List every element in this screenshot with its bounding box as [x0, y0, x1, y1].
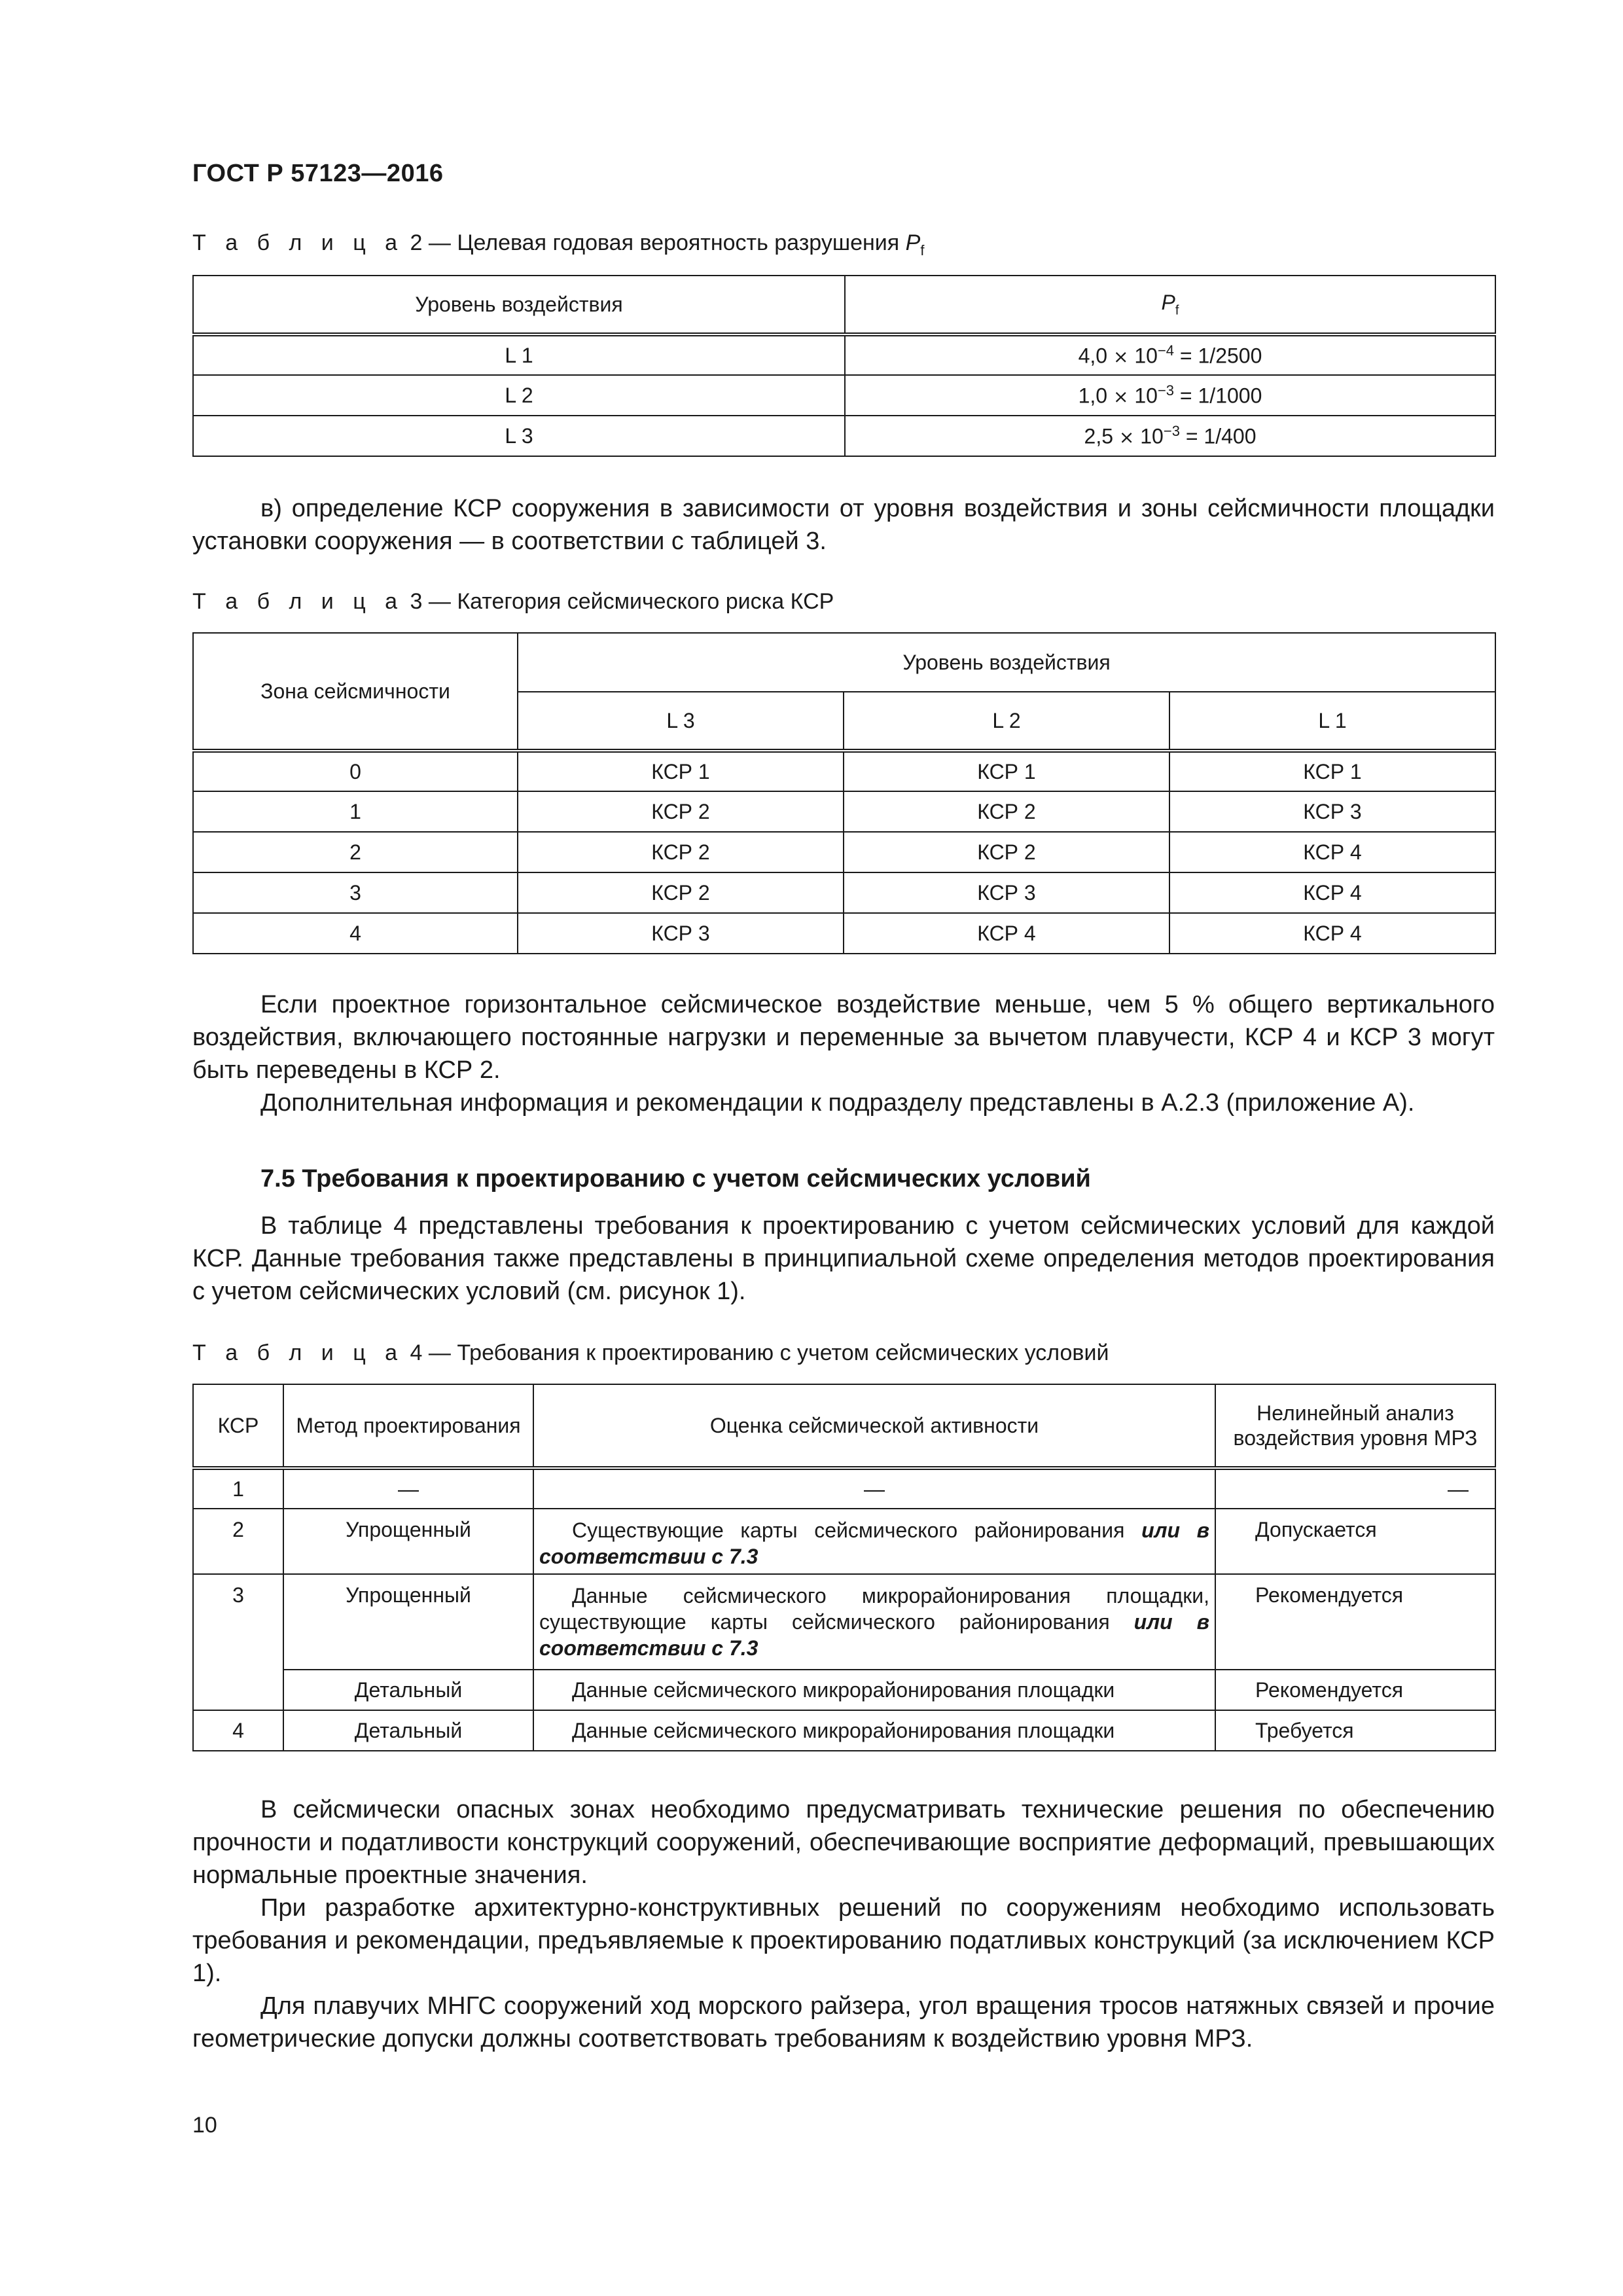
document-page — [192, 0, 1495, 2296]
table-row: 1 — — — — [193, 1468, 1495, 1509]
table-row: 4 Детальный Данные сейсмического микрорайонирования площадки Требуется — [193, 1710, 1495, 1751]
paragraphs-closing: В сейсмически опасных зонах необходимо предусматривать технические решения по обеспечению прочности и податливости конструкций сооружений, обеспечивающие восприятие деформаций, превышающих нормальные проектные значения. При разработке архитектурно-конструктивных решений по сооружениям необходимо использовать требования и рекомендации, предъявляемые к проектированию податливых конструкций (за исключением КСР 1). Для плавучих МНГС сооружений ход морского райзера, угол вращения тросов натяжных связей и прочие геометрические допуски должны соответствовать требованиям к воздействию уровня МРЗ. — [192, 1796, 1495, 2053]
table4-caption: Т а б л и ц а 4 — Требования к проектированию с учетом сейсмических условий — [192, 1340, 1109, 1365]
table-row: L 3 $2,5 \times 10^{-3} = 1/400$ — [193, 416, 1495, 456]
table4-header-row: КСР Метод проектирования Оценка сейсмической активности Нелинейный анализ воздействия уровня МРЗ — [193, 1384, 1495, 1468]
table-row: L 1 $4,0 \times 10^{-4} = 1/2500$ — [193, 334, 1495, 375]
table3-header-row — [193, 633, 1495, 692]
table3-header-level: Уровень воздействия — [518, 633, 1495, 692]
table-row: L 2 $1,0 \times 10^{-3} = 1/1000$ — [193, 375, 1495, 416]
table3-subheader-row: L 3 L 2 L 1 — [193, 692, 1495, 751]
table2-caption: Т а б л и ц а 2 — Целевая годовая вероятность разрушения $P_f$ — [192, 230, 925, 259]
table4 — [192, 1384, 1496, 1751]
table-row: 3 Упрощенный Данные сейсмического микрорайонирования площадки, существующие карты сейсмического районирования или в соответствии с 7.3 Рекомендуется — [193, 1574, 1495, 1670]
table-row: 2 Упрощенный Существующие карты сейсмического районирования или в соответствии с 7.3 Допускается — [193, 1509, 1495, 1574]
page-number: 10 — [192, 2113, 217, 2138]
paragraphs-after-table3: Если проектное горизонтальное сейсмическое воздействие меньше, чем 5 % общего вертикального воздействия, включающего постоянные нагрузки и переменные за вычетом плавучести, КСР 4 и КСР 3 могут быть переведены в КСР 2. Дополнительная информация и рекомендации к подразделу представлены в А.2.3 (приложение А). — [192, 991, 1495, 1117]
table2 — [192, 275, 1496, 457]
table3 — [192, 632, 1496, 954]
table3-caption: Т а б л и ц а 3 — Категория сейсмического риска КСР — [192, 589, 834, 614]
table-row: 2 КСР 2 КСР 2 КСР 4 — [193, 832, 1495, 872]
table-row: Детальный Данные сейсмического микрорайонирования площадки Рекомендуется — [193, 1670, 1495, 1710]
paragraph-table4-intro: В таблице 4 представлены требования к проектированию с учетом сейсмических условий для каждой КСР. Данные требования также представлены в принципиальной схеме определения методов проектирования с учетом сейсмических условий (см. рисунок 1). — [192, 1212, 1495, 1305]
table-row: 4 КСР 3 КСР 4 КСР 4 — [193, 913, 1495, 954]
table-row: 3 КСР 2 КСР 3 КСР 4 — [193, 872, 1495, 913]
table-row: 0 КСР 1 КСР 1 КСР 1 — [193, 751, 1495, 791]
paragraph-v: в) определение КСР сооружения в зависимости от уровня воздействия и зоны сейсмичности площадки установки сооружения — в соответствии с таблицей 3. — [192, 495, 1495, 555]
table-row: 1 КСР 2 КСР 2 КСР 3 — [193, 791, 1495, 832]
table3-header-zone: Зона сейсмичности — [193, 633, 518, 751]
document-header: ГОСТ Р 57123—2016 — [192, 160, 444, 187]
table2-header-level: Уровень воздействия — [193, 276, 845, 334]
table2-header-pf: $P_f$ — [845, 276, 1495, 334]
section-title: 7.5 Требования к проектированию с учетом сейсмических условий — [260, 1165, 1091, 1193]
table2-header-row — [193, 276, 1495, 334]
